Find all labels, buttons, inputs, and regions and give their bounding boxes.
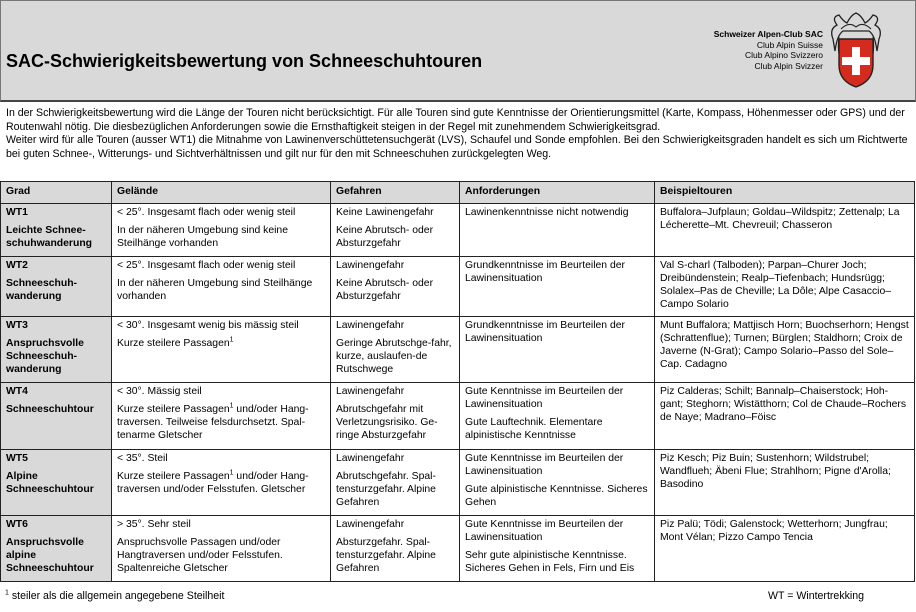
column-header-gelaende: Gelände [112, 182, 331, 204]
hazard-text: Lawinengefahr [336, 453, 405, 464]
terrain-cell [112, 516, 331, 582]
club-name-it: Club Alpino Svizzero [745, 50, 823, 60]
terrain-text: < 35°. Steil [117, 453, 168, 464]
requirements-cell [460, 257, 655, 317]
hazard-text: Lawinengefahr [336, 519, 405, 530]
grade-cell [1, 516, 112, 582]
intro-paragraph-2: Weiter wird für alle Touren (ausser WT1) die Mitnahme von Lawinenverschüttetensuchgerät (LVS), Schaufel und Sonde empfohlen. Bei den Schwierigkeitsgraden handelt es sich um Richtwerte bei guten Schnee-, Witterungs- und Sichtverhältnissen und gilt nur für den mit Schneeschuhen zurückgelegten Weg. [6, 134, 908, 160]
examples-cell: Munt Buffalora; Mattjisch Horn; Buochserhorn; Hengst (Schrattenflue); Turnen; Bürglen; Staldhorn; Croix de Javerne (N-Grat); Campo Solario–Passo del Sole–Cap. Cadagno [655, 317, 915, 383]
column-header-gefahren: Gefahren [331, 182, 460, 204]
grade-code: WT1 [6, 207, 28, 218]
footnote-ref: 1 [229, 402, 234, 410]
examples-cell: Val S-charl (Talboden); Parpan–Churer Joch; Dreibündenstein; Realp–Tiefenbach; Hundsrügg; Solalex–Pas de Cheville; La Dôle; Alpe Casaccio–Campo Solario [655, 257, 915, 317]
terrain-text-part: und/oder Hang-traversen und/oder Felsstufen. Gletscher [117, 471, 309, 495]
examples-cell: Buffalora–Jufplaun; Goldau–Wildspitz; Zettenalp; La Lécherette–Mt. Chevreuil; Chasseron [655, 204, 915, 257]
requirements-cell [460, 317, 655, 383]
terrain-text: Anspruchsvolle Passagen und/oder Hangtraversen und/oder Felsstufen. Spaltenreiche Gletscher [117, 537, 283, 574]
intro-paragraph-1: In der Schwierigkeitsbewertung wird die Länge der Touren nicht berücksichtigt. Für alle Touren sind gute Kenntnisse der Orientierungsmittel (Karte, Kompass, Höhenmesser oder GPS) und der Routenwahl nötig. Die diesbezüglichen Anforderungen sowie die Ernsthaftigkeit steigen in der Regel mit zunehmendem Schwierigkeitsgrad. [6, 107, 905, 133]
table-row [1, 317, 915, 383]
hazards-cell [331, 450, 460, 516]
club-name-fr: Club Alpin Suisse [756, 39, 823, 50]
hazard-text: Abrutschgefahr. Spal-tensturzgefahr. Alpine Gefahren [336, 471, 436, 508]
hazard-text: Keine Lawinengefahr [336, 207, 434, 218]
table-row [1, 257, 915, 317]
page-title: SAC-Schwierigkeitsbewertung von Schneeschuhtouren [6, 51, 483, 71]
hazard-text: Absturzgefahr. Spal-tensturzgefahr. Alpine Gefahren [336, 537, 436, 574]
terrain-text: < 30°. Insgesamt wenig bis mässig steil [117, 320, 299, 331]
column-header-beispieltouren: Beispieltouren [655, 182, 915, 204]
hazards-cell [331, 516, 460, 582]
terrain-text [117, 337, 326, 350]
requirement-text: Sehr gute alpinistische Kenntnisse. Sicheres Gehen in Fels, Firn und Eis [465, 550, 635, 574]
terrain-text-part: Kurze steilere Passagen [117, 404, 230, 415]
examples-cell: Piz Kesch; Piz Buin; Sustenhorn; Wildstrubel; Wandflueh; Äbeni Flue; Strahlhorn; Pigne d'Arolla; Basodino [655, 450, 915, 516]
table-row [1, 383, 915, 450]
requirements-cell [460, 204, 655, 257]
hazard-text: Lawinengefahr [336, 260, 405, 271]
footnote-ref: 1 [229, 336, 234, 344]
terrain-text: In der näheren Umgebung sind keine Steilhänge vorhanden [117, 225, 288, 249]
footnote-mark: 1 [5, 589, 9, 597]
club-name-rm: Club Alpin Svizzer [754, 60, 823, 71]
hazard-text: Lawinengefahr [336, 386, 405, 397]
terrain-text [117, 403, 326, 442]
grade-cell [1, 450, 112, 516]
column-header-anforderungen: Anforderungen [460, 182, 655, 204]
grade-code: WT5 [6, 453, 28, 464]
table-header-row [1, 182, 915, 204]
grade-cell [1, 383, 112, 450]
hazard-text: Keine Abrutsch- oder Absturzgefahr [336, 278, 434, 302]
grade-name: Alpine Schneeschuhtour [6, 471, 94, 495]
terrain-text [117, 470, 326, 496]
terrain-cell [112, 383, 331, 450]
sac-logo-icon [825, 11, 887, 91]
intro-text [6, 107, 911, 161]
hazards-cell [331, 257, 460, 317]
hazards-cell [331, 204, 460, 257]
requirement-text: Gute Kenntnisse im Beurteilen der Lawinensituation [465, 453, 624, 477]
club-name-block [714, 29, 823, 71]
grade-code: WT4 [6, 386, 28, 397]
document-header [0, 0, 916, 102]
hazards-cell [331, 317, 460, 383]
requirement-text: Lawinenkenntnisse nicht notwendig [465, 207, 629, 218]
requirement-text: Grundkenntnisse im Beurteilen der Lawinensituation [465, 260, 625, 284]
examples-cell: Piz Palü; Tödi; Galenstock; Wetterhorn; Jungfrau; Mont Vélan; Pizzo Campo Tencia [655, 516, 915, 582]
grade-code: WT3 [6, 320, 28, 331]
terrain-text: > 35°. Sehr steil [117, 519, 191, 530]
terrain-cell [112, 257, 331, 317]
requirement-text: Gute Lauftechnik. Elementare alpinistische Kenntnisse [465, 417, 603, 441]
footnote [5, 590, 224, 602]
table-row [1, 516, 915, 582]
examples-cell: Piz Calderas; Schilt; Bannalp–Chaiserstock; Hoh-gant; Steghorn; Wistätthorn; Col de Chaude–Rochers de Naye; Madrano–Föisc [655, 383, 915, 450]
column-header-grad: Grad [1, 182, 112, 204]
terrain-cell [112, 204, 331, 257]
grade-name: Anspruchsvolle Schneeschuh-wanderung [6, 338, 84, 375]
grade-name: Anspruchsvolle alpine Schneeschuhtour [6, 537, 94, 574]
terrain-text: < 25°. Insgesamt flach oder wenig steil [117, 207, 296, 218]
table-row [1, 204, 915, 257]
legend-wt: WT = Wintertrekking [768, 590, 865, 602]
hazard-text: Lawinengefahr [336, 320, 405, 331]
footnote-ref: 1 [229, 469, 234, 477]
requirements-cell [460, 383, 655, 450]
footnote-text: steiler als die allgemein angegebene Steilheit [8, 590, 225, 602]
terrain-text: In der näheren Umgebung sind Steilhänge vorhanden [117, 278, 313, 302]
grade-code: WT2 [6, 260, 28, 271]
requirement-text: Gute alpinistische Kenntnisse. Sicheres Gehen [465, 484, 648, 508]
terrain-cell [112, 450, 331, 516]
hazard-text: Keine Abrutsch- oder Absturzgefahr [336, 225, 434, 249]
grade-cell [1, 257, 112, 317]
grade-code: WT6 [6, 519, 28, 530]
grade-cell [1, 204, 112, 257]
club-name-de: Schweizer Alpen-Club SAC [713, 29, 823, 39]
grade-name: Schneeschuhtour [6, 404, 94, 415]
grade-cell [1, 317, 112, 383]
grade-name: Leichte Schnee-schuhwanderung [6, 225, 93, 249]
hazards-cell [331, 383, 460, 450]
terrain-cell [112, 317, 331, 383]
table-row [1, 450, 915, 516]
requirement-text: Grundkenntnisse im Beurteilen der Lawinensituation [465, 320, 625, 344]
terrain-text: < 30°. Mässig steil [117, 386, 202, 397]
requirements-cell [460, 516, 655, 582]
requirements-cell [460, 450, 655, 516]
requirement-text: Gute Kenntnisse im Beurteilen der Lawinensituation [465, 386, 624, 410]
requirement-text: Gute Kenntnisse im Beurteilen der Lawinensituation [465, 519, 624, 543]
grade-name: Schneeschuh-wanderung [6, 278, 78, 302]
terrain-text-part: Kurze steilere Passagen [117, 338, 230, 349]
terrain-text-part: und/oder Hang-traversen. Teilweise felsdurchsetzt. Spal-tenarme Gletscher [117, 404, 309, 441]
terrain-text-part: Kurze steilere Passagen [117, 471, 230, 482]
terrain-text: < 25°. Insgesamt flach oder wenig steil [117, 260, 296, 271]
hazard-text: Abrutschgefahr mit Verletzungsrisiko. Ge-ringe Absturzgefahr [336, 404, 438, 441]
difficulty-table [0, 181, 915, 582]
hazard-text: Geringe Abrutschge-fahr, kurze, auslaufen-de Rutschwege [336, 338, 452, 375]
